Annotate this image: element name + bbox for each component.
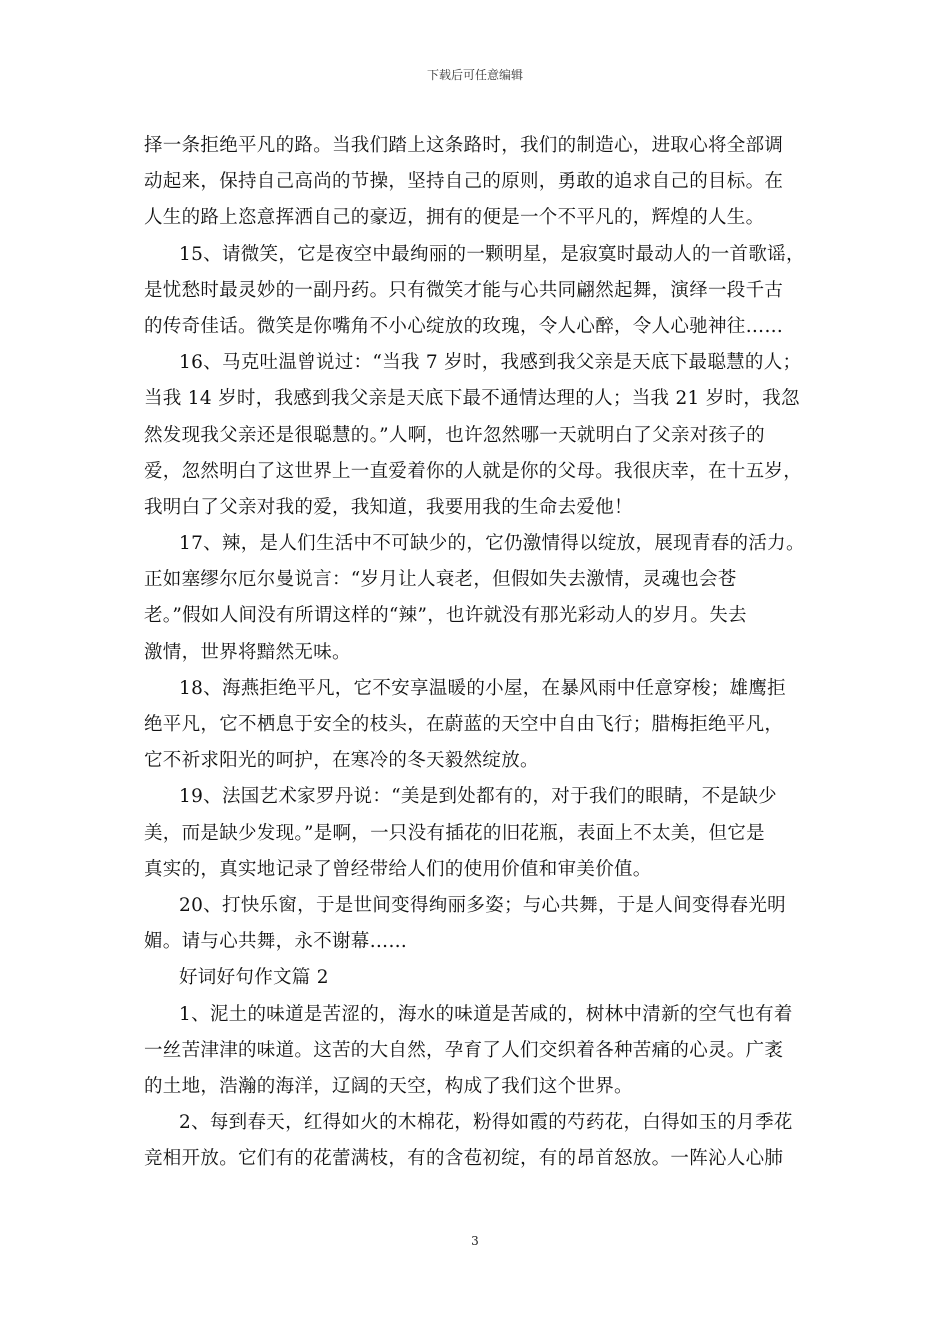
- text-line: 激情，世界将黯然无味。: [144, 641, 351, 663]
- text-line: 然发现我父亲还是很聪慧的。”人啊，也许忽然哪一天就明白了父亲对孩子的: [144, 424, 765, 446]
- text-line: 是忧愁时最灵妙的一副丹药。只有微笑才能与心共同翩然起舞，演绎一段千古: [144, 279, 784, 301]
- text-line: 2、每到春天，红得如火的木棉花，粉得如霞的芍药花，白得如玉的月季花: [179, 1112, 793, 1134]
- text-line: 19、法国艺术家罗丹说：“美是到处都有的，对于我们的眼睛，不是缺少: [179, 786, 777, 808]
- text-line: 的传奇佳话。微笑是你嘴角不小心绽放的玫瑰，令人心醉，令人心驰神往……: [144, 315, 784, 337]
- text-line: 美，而是缺少发现。”是啊，一只没有插花的旧花瓶，表面上不太美，但它是: [144, 822, 765, 844]
- text-line: 当我 14 岁时，我感到我父亲是天底下最不通情达理的人；当我 21 岁时，我忽: [144, 388, 800, 410]
- text-line: 17、辣，是人们生活中不可缺少的，它仍激情得以绽放，展现青春的活力。: [179, 533, 805, 555]
- text-line: 18、海燕拒绝平凡，它不安享温暖的小屋，在暴风雨中任意穿梭；雄鹰拒: [179, 677, 786, 699]
- text-line: 好词好句作文篇 2: [179, 967, 329, 989]
- text-line: 一丝苦津津的味道。这苦的大自然，孕育了人们交织着各种苦痛的心灵。广袤: [144, 1039, 784, 1061]
- text-line: 它不祈求阳光的呵护，在寒冷的冬天毅然绽放。: [144, 750, 539, 772]
- text-line: 1、泥土的味道是苦涩的，海水的味道是苦咸的，树林中清新的空气也有着: [179, 1003, 793, 1025]
- text-line: 动起来，保持自己高尚的节操，坚持自己的原则，勇敢的追求自己的目标。在: [144, 171, 784, 193]
- text-line: 人生的路上恣意挥洒自己的豪迈，拥有的便是一个不平凡的，辉煌的人生。: [144, 207, 765, 229]
- page-number: 3: [471, 1234, 479, 1248]
- text-line: 爱，忽然明白了这世界上一直爱着你的人就是你的父母。我很庆幸，在十五岁，: [144, 460, 803, 482]
- text-line: 的土地，浩瀚的海洋，辽阔的天空，构成了我们这个世界。: [144, 1075, 633, 1097]
- page-header: 下载后可任意编辑: [426, 68, 523, 82]
- document-body: [144, 128, 808, 1177]
- text-line: 真实的，真实地记录了曾经带给人们的使用价值和审美价值。: [144, 858, 652, 880]
- text-line: 20、打快乐窗，于是世间变得绚丽多姿；与心共舞，于是人间变得春光明: [179, 894, 786, 916]
- text-line: 15、请微笑，它是夜空中最绚丽的一颗明星，是寂寞时最动人的一首歌谣，: [179, 243, 805, 265]
- text-line: 择一条拒绝平凡的路。当我们踏上这条路时，我们的制造心，进取心将全部调: [144, 135, 784, 156]
- text-line: 媚。请与心共舞，永不谢幕……: [144, 931, 408, 953]
- text-line: 16、马克吐温曾说过：“当我 7 岁时，我感到我父亲是天底下最聪慧的人；: [179, 352, 802, 374]
- text-line: 正如塞缪尔厄尔曼说言：“岁月让人衰老，但假如失去激情，灵魂也会苍: [144, 569, 737, 591]
- text-line: 竞相开放。它们有的花蕾满枝，有的含苞初绽，有的昂首怒放。一阵沁人心肺: [144, 1148, 784, 1170]
- text-line: 绝平凡，它不栖息于安全的枝头，在蔚蓝的天空中自由飞行；腊梅拒绝平凡，: [144, 714, 784, 735]
- text-line: 老。”假如人间没有所谓这样的“辣”，也许就没有那光彩动人的岁月。失去: [144, 605, 747, 627]
- text-line: 我明白了父亲对我的爱，我知道，我要用我的生命去爱他！: [144, 496, 633, 518]
